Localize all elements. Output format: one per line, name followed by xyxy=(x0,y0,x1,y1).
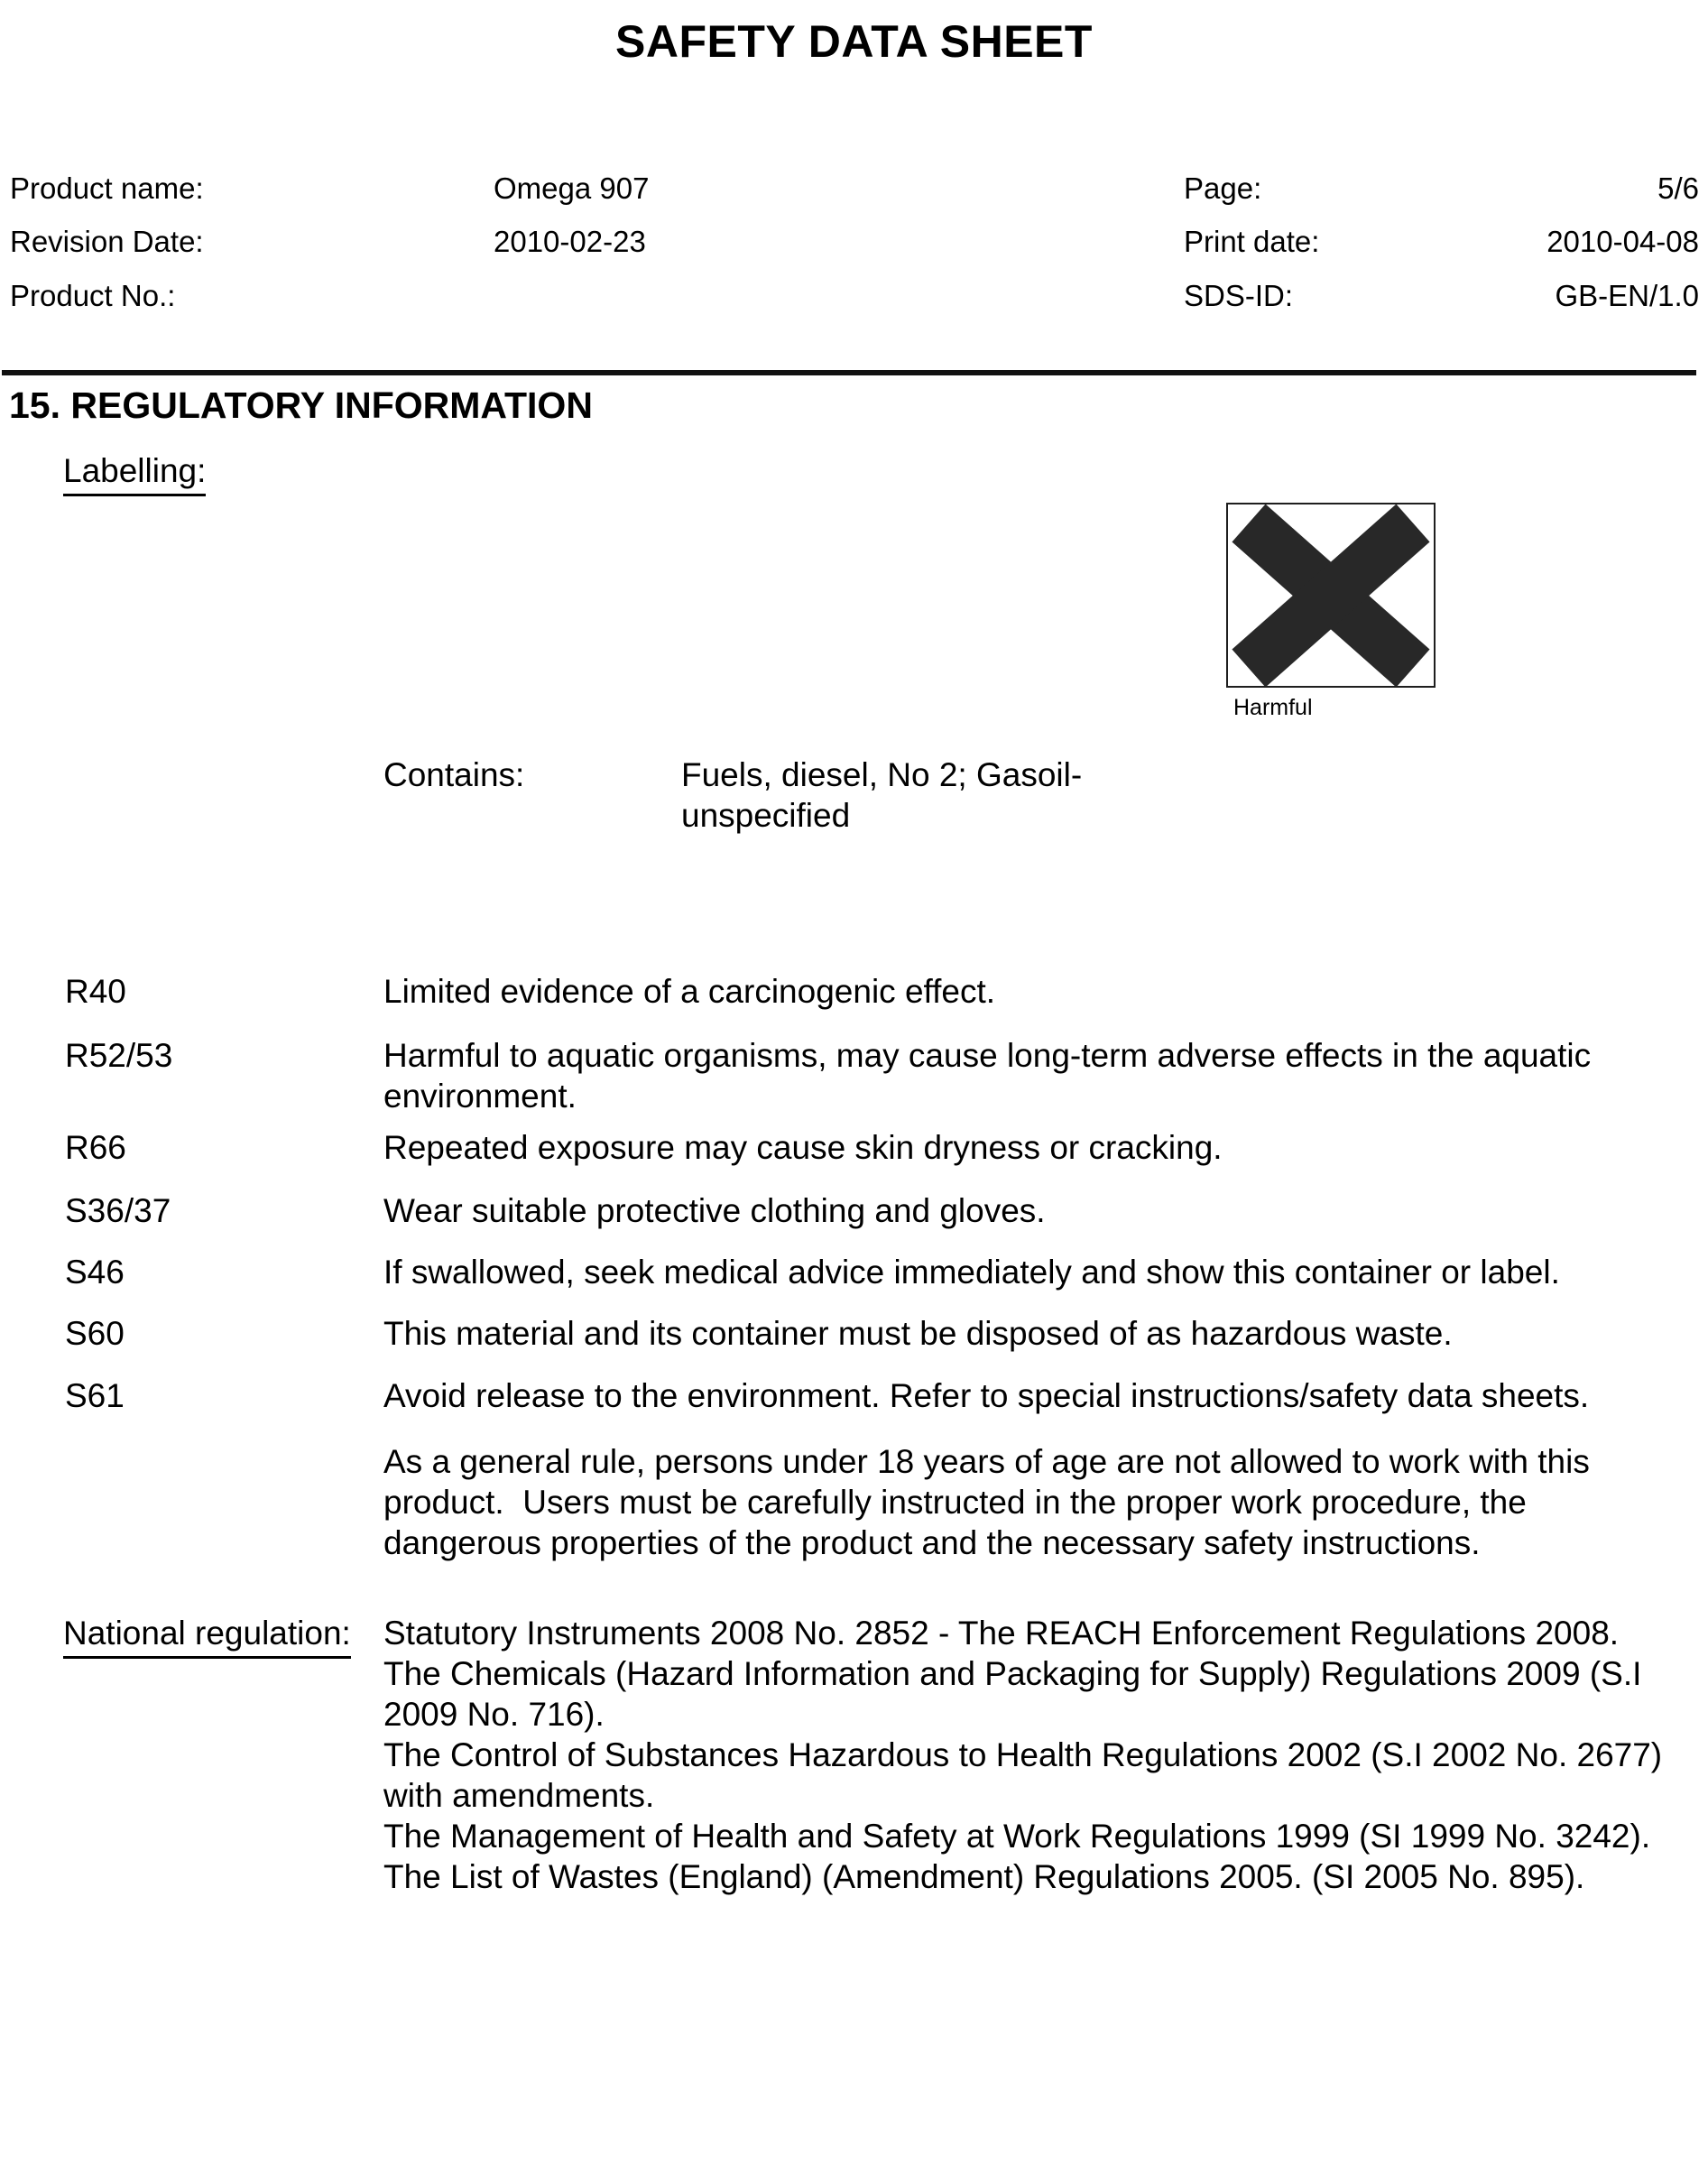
phrase-code: R66 xyxy=(65,1129,126,1166)
general-note-paragraph: As a general rule, persons under 18 years of age are not allowed to work with this product. Users must be carefully instructed in the proper work procedure, the dangerous properties of the product and the necessary safety instructions. xyxy=(383,1443,1600,1561)
labelling-heading-text: Labelling: xyxy=(63,450,206,496)
pictogram-caption: Harmful xyxy=(1233,695,1313,720)
print-date-label: Print date: xyxy=(1184,225,1320,258)
national-regulation-item: The Management of Health and Safety at Work Regulations 1999 (SI 1999 No. 3242). xyxy=(383,1818,1651,1855)
product-no-label: Product No.: xyxy=(10,279,176,312)
national-regulation-heading-text: National regulation: xyxy=(63,1613,351,1659)
contains-value xyxy=(681,754,1493,836)
header-row-3 xyxy=(0,278,1708,318)
product-name-label: Product name: xyxy=(10,171,204,205)
revision-date-value: 2010-02-23 xyxy=(494,225,646,258)
header-row-2 xyxy=(0,224,1708,264)
phrase-text: Harmful to aquatic organisms, may cause long-term adverse effects in the aquatic environment. xyxy=(383,1037,1592,1115)
national-regulation-item: Statutory Instruments 2008 No. 2852 - The REACH Enforcement Regulations 2008. xyxy=(383,1615,1620,1652)
national-regulation-item: The Chemicals (Hazard Information and Packaging for Supply) Regulations 2009 (S.I 2009 No. 716). xyxy=(383,1655,1642,1733)
contains-value-line: unspecified xyxy=(681,797,851,834)
contains-label: Contains: xyxy=(383,756,525,793)
harmful-pictogram xyxy=(1226,503,1436,688)
section-heading: 15. REGULATORY INFORMATION xyxy=(9,384,593,426)
header-divider xyxy=(2,370,1696,375)
phrase-text: Limited evidence of a carcinogenic effect. xyxy=(383,973,996,1010)
national-regulation-heading xyxy=(63,1613,351,1659)
phrase-text: If swallowed, seek medical advice immediately and show this container or label. xyxy=(383,1254,1560,1291)
phrase-code: S60 xyxy=(65,1315,125,1352)
phrase-text: This material and its container must be disposed of as hazardous waste. xyxy=(383,1315,1453,1352)
print-date-value: 2010-04-08 xyxy=(1546,225,1699,258)
phrase-code: S46 xyxy=(65,1254,125,1291)
phrase-code: S36/37 xyxy=(65,1192,171,1229)
revision-date-label: Revision Date: xyxy=(10,225,204,258)
product-name-value: Omega 907 xyxy=(494,171,650,205)
sds-id-label: SDS-ID: xyxy=(1184,279,1294,312)
phrase-code: R52/53 xyxy=(65,1037,173,1074)
national-regulation-item: The List of Wastes (England) (Amendment) Regulations 2005. (SI 2005 No. 895). xyxy=(383,1858,1585,1895)
sds-id-value: GB-EN/1.0 xyxy=(1555,279,1699,312)
phrase-text: Repeated exposure may cause skin dryness or cracking. xyxy=(383,1129,1223,1166)
phrase-code: S61 xyxy=(65,1377,125,1414)
page-value: 5/6 xyxy=(1657,171,1699,205)
page-title: SAFETY DATA SHEET xyxy=(615,16,1093,67)
national-regulation-item: The Control of Substances Hazardous to Health Regulations 2002 (S.I 2002 No. 2677) with amendments. xyxy=(383,1736,1663,1814)
page-label: Page: xyxy=(1184,171,1262,205)
phrase-text: Wear suitable protective clothing and gloves. xyxy=(383,1192,1046,1229)
phrase-code: R40 xyxy=(65,973,126,1010)
labelling-heading xyxy=(63,450,206,496)
phrase-text: Avoid release to the environment. Refer to special instructions/safety data sheets. xyxy=(383,1377,1590,1414)
header-row-1 xyxy=(0,171,1708,210)
national-regulation-list xyxy=(383,1613,1687,1897)
contains-value-line: Fuels, diesel, No 2; Gasoil- xyxy=(681,756,1083,793)
